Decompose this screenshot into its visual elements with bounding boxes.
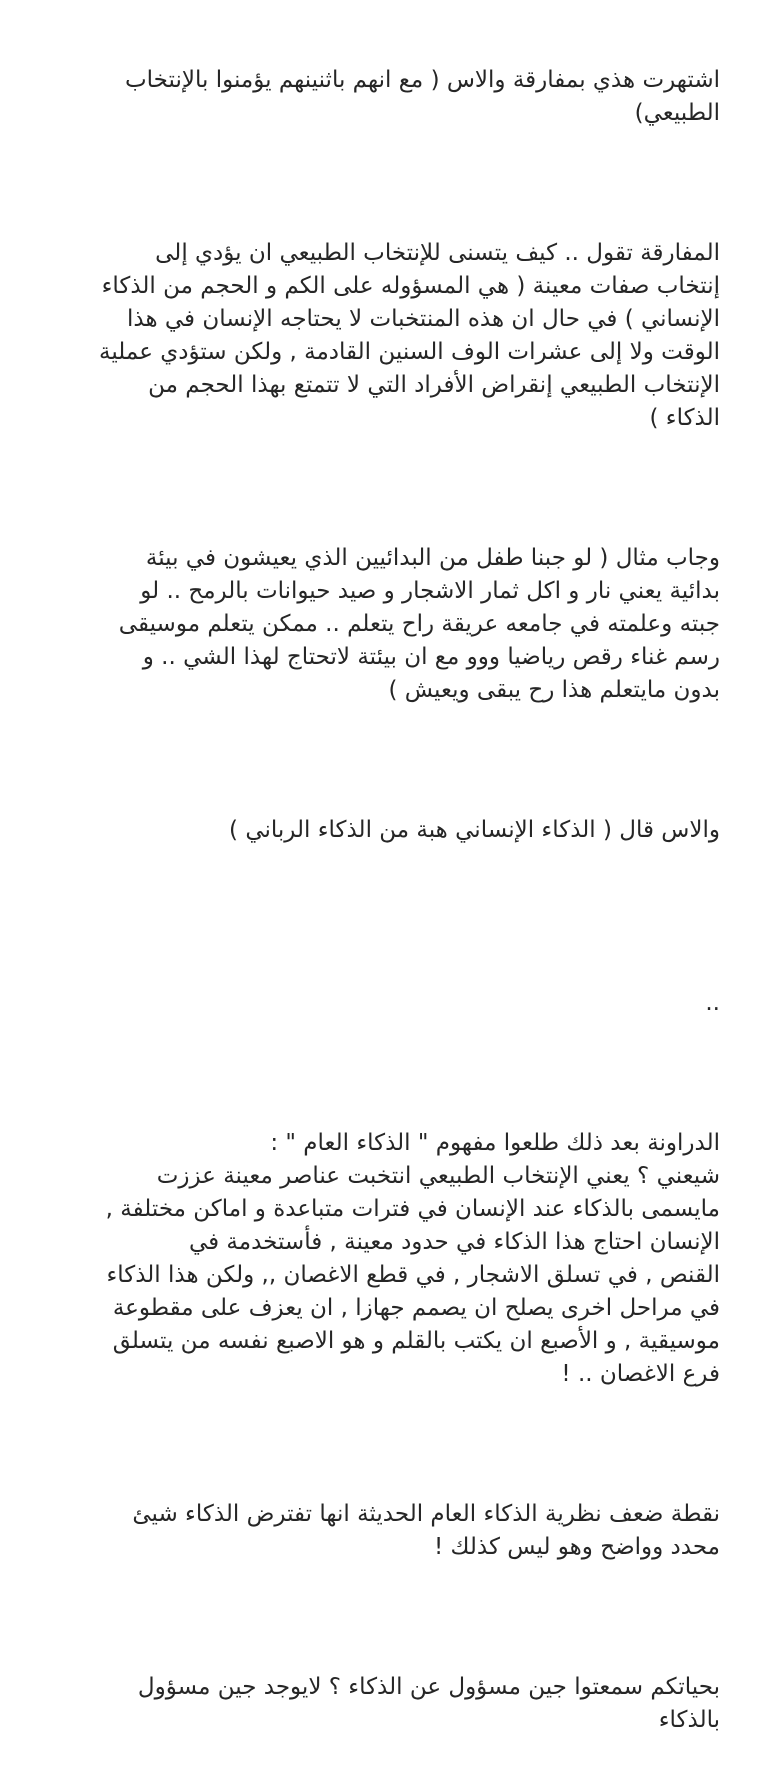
paragraph-wallace-quote: والاس قال ( الذكاء الإنساني هبة من الذكاء الرباني ) (229, 817, 720, 843)
paragraph-intelligence-gene: بحياتكم سمعتوا جين مسؤول عن الذكاء ؟ لايوجد جين مسؤول بالذكاء (137, 1674, 720, 1733)
paragraph-gap (44, 468, 720, 509)
paragraph-gap (44, 1424, 720, 1465)
paragraph-primitive-child-example: وجاب مثال ( لو جبنا طفل من البدائيين الذي يعيشون في بيئة بدائية يعني نار و اكل ثمار الاشجار و صيد حيوانات بالرمح .. لو جبته وعلمته في جامعه عريقة راح يتعلم .. ممكن يتعلم موسيقى رسم غناء رقص رياضيا ووو مع ان بيئتة لاتحتاج لهذا الشي .. و بدون مايتعلم هذا رح يبقى ويعيش ) (118, 545, 720, 703)
paragraph-gap (44, 163, 720, 204)
paragraph-gap (44, 880, 720, 954)
paragraph-gap (44, 740, 720, 781)
paragraph-gap (44, 1053, 720, 1094)
paragraph-theory-weakness: نقطة ضعف نظرية الذكاء العام الحديثة انها تفترض الذكاء شيئ محدد وواضح وهو ليس كذلك ! (132, 1501, 720, 1560)
paragraph-wallace-paradox-intro: اشتهرت هذي بمفارقة والاس ( مع انهم باثنينهم يؤمنوا بالإنتخاب الطبيعي) (125, 67, 720, 126)
paragraph-paradox-statement: المفارقة تقول .. كيف يتسنى للإنتخاب الطبيعي ان يؤدي إلى إنتخاب صفات معينة ( هي المسؤوله على الكم و الحجم من الذكاء الإنساني ) في حال ان هذه المنتخبات لا يحتاجه الإنسان في هذا الوقت ولا إلى عشرات الوف السنين القادمة , ولكن ستؤدي عملية الإنتخاب الطبيعي إنقراض الأفراد التي لا تتمتع بهذا الحجم من الذكاء ) (99, 240, 720, 431)
paragraph-general-intelligence: الدراونة بعد ذلك طلعوا مفهوم " الذكاء العام " : شيعني ؟ يعني الإنتخاب الطبيعي انتخبت عناصر معينة عززت مايسمى بالذكاء عند الإنسان في فترات متباعدة و اماكن مختلفة , الإنسان احتاج هذا الذكاء في حدود معينة , فأستخدمة في القنص , في تسلق الاشجار , في قطع الاغصان ,, ولكن هذا الذكاء في مراحل اخرى يصلح ان يصمم جهازا , ان يعزف على مقطوعة موسيقية , و الأصبع ان يكتب بالقلم و هو الاصبع نفسه من يتسلق فرع الاغصان .. ! (105, 1130, 720, 1387)
paragraph-gap (44, 1597, 720, 1638)
paragraph-ellipsis: .. (705, 990, 720, 1016)
article-body (44, 31, 720, 1770)
